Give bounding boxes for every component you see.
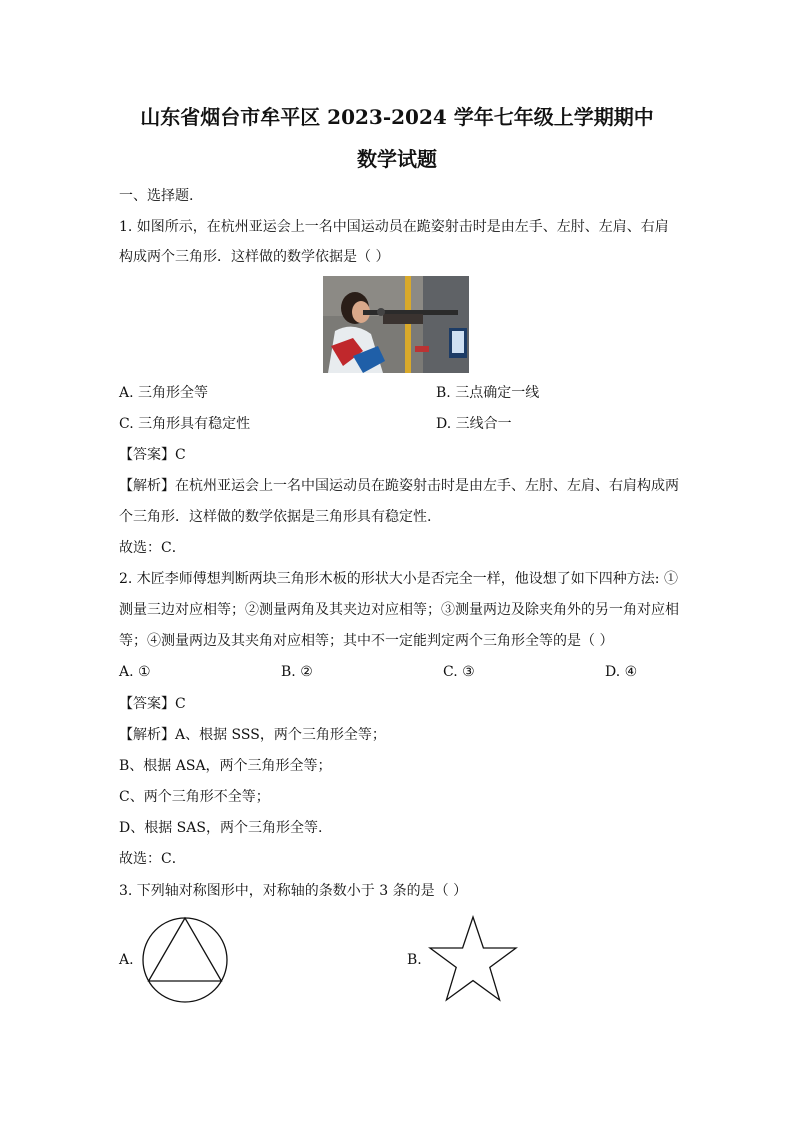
q1-analysis-line1: 【解析】在杭州亚运会上一名中国运动员在跪姿射击时是由左手、左肘、左肩、右肩构成两 xyxy=(119,478,679,494)
star-figure xyxy=(427,915,519,1003)
q2-stem-line2: 测量三边对应相等；②测量两角及其夹边对应相等；③测量两边及除夹角外的另一角对应相 xyxy=(119,602,679,618)
circle-triangle-figure xyxy=(141,916,229,1004)
q3-option-a-label: A. xyxy=(119,952,134,968)
exam-title: 山东省烟台市牟平区 2023-2024 学年七年级上学期期中 xyxy=(140,105,654,129)
shooter-photo xyxy=(323,276,469,373)
q2-analysis-line1: 【解析】A、根据 SSS，两个三角形全等； xyxy=(119,727,386,743)
q2-answer: 【答案】C xyxy=(119,696,186,712)
section-heading: 一、选择题. xyxy=(119,188,194,204)
q2-option-b: B. ② xyxy=(281,664,313,680)
q1-stem-line2: 构成两个三角形．这样做的数学依据是（ ） xyxy=(119,249,390,265)
q1-analysis-line2: 个三角形．这样做的数学依据是三角形具有稳定性. xyxy=(119,509,432,525)
q1-conclusion: 故选：C． xyxy=(119,540,186,556)
q1-stem-line1: 1. 如图所示，在杭州亚运会上一名中国运动员在跪姿射击时是由左手、左肘、左肩、右肩 xyxy=(119,219,669,235)
q2-analysis-line2: B、根据 ASA，两个三角形全等； xyxy=(119,758,332,774)
q2-option-c: C. ③ xyxy=(443,664,475,680)
q1-option-c: C. 三角形具有稳定性 xyxy=(119,416,251,432)
q1-option-a: A. 三角形全等 xyxy=(119,385,209,401)
q2-stem-line1: 2. 木匠李师傅想判断两块三角形木板的形状大小是否完全一样，他设想了如下四种方法: ① xyxy=(119,571,678,587)
q1-option-b: B. 三点确定一线 xyxy=(436,385,540,401)
exam-subtitle: 数学试题 xyxy=(357,147,437,171)
q2-conclusion: 故选：C． xyxy=(119,851,186,867)
q1-answer: 【答案】C xyxy=(119,447,186,463)
q3-option-b-label: B. xyxy=(407,952,422,968)
q2-option-a: A. ① xyxy=(119,664,151,680)
q3-stem: 3. 下列轴对称图形中，对称轴的条数小于 3 条的是（ ） xyxy=(119,883,468,899)
q1-option-d: D. 三线合一 xyxy=(436,416,512,432)
q2-option-d: D. ④ xyxy=(605,664,638,680)
q2-stem-line3: 等；④测量两边及其夹角对应相等；其中不一定能判定两个三角形全等的是（ ） xyxy=(119,633,614,649)
q2-analysis-line4: D、根据 SAS，两个三角形全等. xyxy=(119,820,323,836)
q2-analysis-line3: C、两个三角形不全等； xyxy=(119,789,270,805)
